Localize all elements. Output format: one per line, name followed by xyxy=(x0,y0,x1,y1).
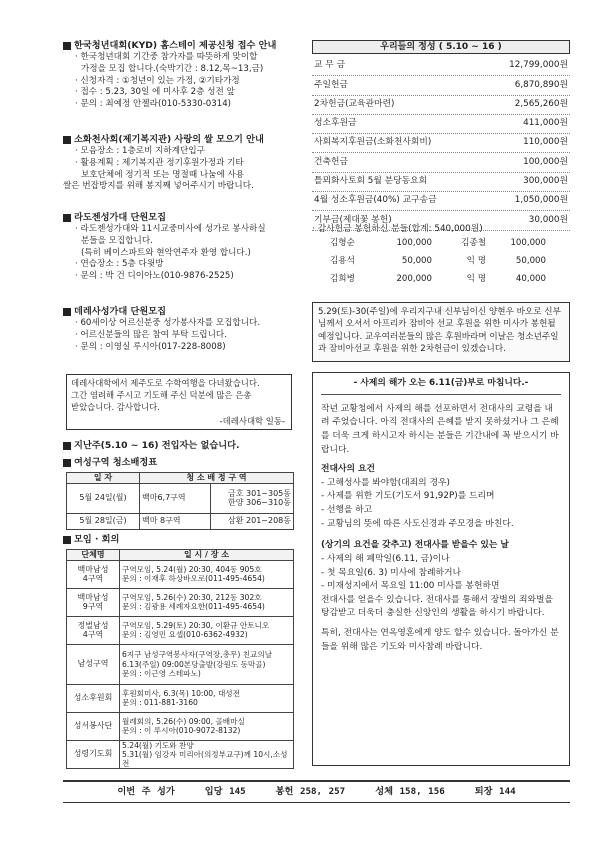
donor-amount: 200,000 xyxy=(396,274,432,284)
offering-item: 주일헌금 6,870,890원 xyxy=(312,76,570,95)
article-intro: 작년 교황청에서 사제의 해를 선포하면서 전대사의 교령을 내려 주었습니다. 아직 전대사의 은혜를 받지 못하셨거나 그 은혜를 더욱 크게 하시고자 하시는 분들은 기간내에 꼭 받으시기 바랍니다. xyxy=(321,403,559,455)
table-header-row: 단체명 일 시 / 장 소 xyxy=(67,550,294,561)
donor-name: 익 명 xyxy=(466,256,486,266)
condition-item: - 교황님의 뜻에 따른 사도신경과 주모경을 바친다. xyxy=(321,518,514,529)
hymn-footer xyxy=(63,780,570,803)
thanks-line: 데레사대학에서 제주도로 수학여행을 다녀왔습니다. xyxy=(71,378,260,388)
lado-line: · 연습장소 : 5층 다윗방 xyxy=(75,259,164,270)
indulgence-article xyxy=(312,372,570,766)
hymn-label: 이번 주 성가 xyxy=(117,785,175,797)
article-outro: 전대사를 얻을수 있습니다. 전대사를 통해서 장벌의 죄와벌을 탕감받고 더욱더 충실한 신앙인의 생활을 하시기 바랍니다. xyxy=(321,594,554,619)
thanks-offering-list xyxy=(330,238,546,292)
thanks-box xyxy=(66,374,292,430)
lado-line: · 문의 : 박 건 디이아노(010-9876-2525) xyxy=(75,270,234,281)
day-item: - 첫 목요일(6. 3) 미사에 참례하거나 xyxy=(321,567,461,578)
lado-line: 분들을 모집합니다. xyxy=(81,236,153,247)
offering-item: 성소후원금 411,000원 xyxy=(312,115,570,134)
bullet-square-icon xyxy=(63,536,71,544)
donor-amount: 40,000 xyxy=(515,274,546,284)
table-row: 5월 28일(금) 백마 8구역 삼환 201~208동 xyxy=(67,513,294,529)
offering-item: 4월 성소후원금(40%) 교구송금 1,050,000원 xyxy=(312,192,570,211)
kyd-line: · 한국청년대회 기간중 참가자를 따뜻하게 맞이할 xyxy=(75,52,258,63)
lado-choir-section xyxy=(63,212,299,282)
donor-name: 김종철 xyxy=(461,238,486,248)
offering-title: 우리들의 정성 ( 5.10 ~ 16 ) xyxy=(312,40,570,54)
mission-notice: 5.29(토)-30(주일)에 우리지구내 신부님이신 양현우 바오로 신부님께서 오셔서 아프리카 잠비아 선교 후원을 위한 미사가 봉헌될 예정입니다. 교우여러분들의 많은 후원바라며 이날은 청소년주일과 잠비아선교 후원을 위한 2차헌금이 있겠습니다. xyxy=(312,302,570,362)
teresa-line: · 어르신분들의 많은 참여 부탁 드립니다. xyxy=(75,330,227,341)
bullet-square-icon xyxy=(63,42,71,50)
thanks-line: 그간 염려해 주시고 기도해 주신 덕분에 많은 은총 xyxy=(71,390,252,401)
condition-item: - 사제를 위한 기도(기도서 91,92P)를 드리며 xyxy=(321,491,495,502)
teresa-heading: 데레사성가대 단원모집 xyxy=(63,306,299,318)
rice-line: 쌀은 번잡방지를 위해 봉지째 넣어주시기 바랍니다. xyxy=(63,181,254,192)
meetings-table xyxy=(66,549,294,769)
donor-amount: 50,000 xyxy=(401,256,432,266)
table-row: 백마남성 4구역 구역모임, 5.24(월) 20:30, 404동 905호 문의 : 이재후 하상바오로(011-495-4654) xyxy=(67,560,294,588)
offering-item: 교 무 금 12,799,000원 xyxy=(312,57,570,76)
conditions-heading: 전대사의 요건 xyxy=(321,464,376,475)
condition-item: - 고해성사를 봐야함(대죄의 경우) xyxy=(321,477,450,488)
kyd-heading: 한국청년대회(KYD) 홈스테이 제공신청 접수 안내 xyxy=(63,40,299,52)
bullet-square-icon xyxy=(63,136,71,144)
lado-line: · 라도젠성가대와 11시교중미사에 성가로 봉사하실 xyxy=(75,224,266,235)
kyd-homestay-section xyxy=(63,40,299,110)
day-item: - 사제의 해 폐막일(6.11, 금)이나 xyxy=(321,553,450,564)
transfer-summary: 지난주(5.10 ~ 16) 전입자는 없습니다. xyxy=(63,440,299,452)
thanks-signature: -데레사대학 일동- xyxy=(219,415,285,426)
days-heading: (상기의 요건을 갖추고) 전대사를 받을수 있는 날 xyxy=(321,540,509,551)
table-header-row: 일 자 청 소 배 정 구 역 xyxy=(67,473,294,484)
offering-item: 기부금(제대꽃 봉헌) 30,000원 xyxy=(312,211,570,230)
teresa-line: · 60세이상 어르신분중 성가봉사자를 모집합니다. xyxy=(75,318,261,329)
kyd-line: · 신청자격 : ①청년이 있는 가정, ②기타가정 xyxy=(75,75,240,86)
donor-amount: 50,000 xyxy=(515,256,546,266)
hymn-offertory: 봉헌 258, 257 xyxy=(275,785,346,797)
donor-name: 김용석 xyxy=(330,256,355,266)
offering-list xyxy=(312,57,570,231)
table-row: 성령기도회 5.24(월) 기도와 찬양 5.31(월) 임강자 미리아(의정부교구)께 10시,소성전 xyxy=(67,740,294,768)
day-item: - 미재성지에서 목요일 11:00 미사를 봉헌하면 xyxy=(321,581,500,592)
thanks-offering-title: · 감사헌금 봉헌하신 분들(합계: 540,000원) xyxy=(312,224,483,234)
donor-name: 익 명 xyxy=(466,274,486,284)
teresa-choir-section xyxy=(63,306,299,353)
table-row: 5월 24일(월) 백마6,7구역 금호 301~305동 한양 306~310동 xyxy=(67,483,294,513)
lado-heading: 라도젠성가대 단원모집 xyxy=(63,212,299,224)
cleaning-section xyxy=(63,457,299,469)
offering-item: 건축헌금 100,000원 xyxy=(312,153,570,172)
kyd-line: · 문의 : 최예정 안젤라(010-5330-0314) xyxy=(75,98,232,109)
article-outro2: 특히, 전대사는 연옥영혼에게 양도 할수 있습니다. 돌아가신 분들을 위해 많은 기도와 미사참례 바랍니다. xyxy=(321,628,559,652)
table-row: 성서봉사단 월례회의, 5.26(수) 09:00, 골배마실 문의 : 이 루시아(010-9072-8132) xyxy=(67,712,294,740)
cleaning-heading: 여성구역 청소배정표 xyxy=(63,457,299,469)
meetings-section xyxy=(63,534,299,546)
kyd-line: · 접수 : 5.23, 30일 에 미사후 2층 성전 앞 xyxy=(75,87,235,98)
donor-amount: 100,000 xyxy=(510,238,546,248)
hymn-communion: 성체 158, 156 xyxy=(375,785,445,797)
donor-name: 김형순 xyxy=(330,238,355,248)
meetings-heading: 모임 · 회의 xyxy=(63,534,299,546)
rice-line: 보호단체에 정기적 또는 명절때 나눔에 사용 xyxy=(81,169,245,180)
kyd-line: 가정을 모집 합니다.(숙박기간 : 8.12,목~13,금) xyxy=(81,64,264,75)
offering-item: 2차헌금(교육관마련) 2,565,260원 xyxy=(312,96,570,115)
bullet-square-icon xyxy=(63,308,71,316)
table-row: 남성구역 6지구 남성구역봉사자(구역장,총무) 친교의날 6.13(주일) 09:00본당출발(강원도 동막골) 문의 : 이근영 스테파노) xyxy=(67,644,294,684)
bullet-square-icon xyxy=(63,442,71,450)
hymn-entrance: 입당 145 xyxy=(204,785,246,797)
table-row: 성소후원회 후원회미사, 6.3(목) 10:00, 대성전 문의 : 011-881-3160 xyxy=(67,684,294,712)
lado-line: (특히 베이스파트와 현악연주자 환영 합니다.) xyxy=(81,247,251,258)
table-row: 정벌남성 4구역 구역모임, 5.29(토) 20:30, 이환규 안토니오 문의 : 김영민 요셉(010-6362-4932) xyxy=(67,616,294,644)
thanks-line: 받았습니다. 감사합니다. xyxy=(71,402,160,413)
donor-name: 김희병 xyxy=(330,274,355,284)
article-title: - 사제의 해가 오는 6.11(금)부로 마침니다.- xyxy=(321,377,561,395)
hymn-recessional: 퇴장 144 xyxy=(474,785,516,797)
offering-item: 틀뫼화사토회 5월 분당동요회 300,000원 xyxy=(312,173,570,192)
condition-item: - 선행을 하고 xyxy=(321,505,373,515)
donor-amount: 100,000 xyxy=(396,238,432,248)
cleaning-table xyxy=(66,472,294,530)
bullet-square-icon xyxy=(63,459,71,467)
teresa-line: · 문의 : 이영실 루시아(017-228-8008) xyxy=(75,341,226,352)
offering-item: 사회복지후원금(소화천사회비) 110,000원 xyxy=(312,134,570,153)
rice-heading: 소화천사회(제기복지관) 사랑의 쌀 모으기 안내 xyxy=(63,134,299,146)
rice-collection-section xyxy=(63,134,299,193)
table-row: 백마남성 9구역 구역모임, 5.26(수) 20:30, 212동 302호 문의 : 김광용 세례자요한(011-495-4654) xyxy=(67,588,294,616)
bullet-square-icon xyxy=(63,214,71,222)
rice-line: · 활용계획 : 제기복지관 정기후원가정과 기타 xyxy=(75,158,244,169)
rice-line: · 모음장소 : 1층로비 지하계단입구 xyxy=(75,146,205,157)
